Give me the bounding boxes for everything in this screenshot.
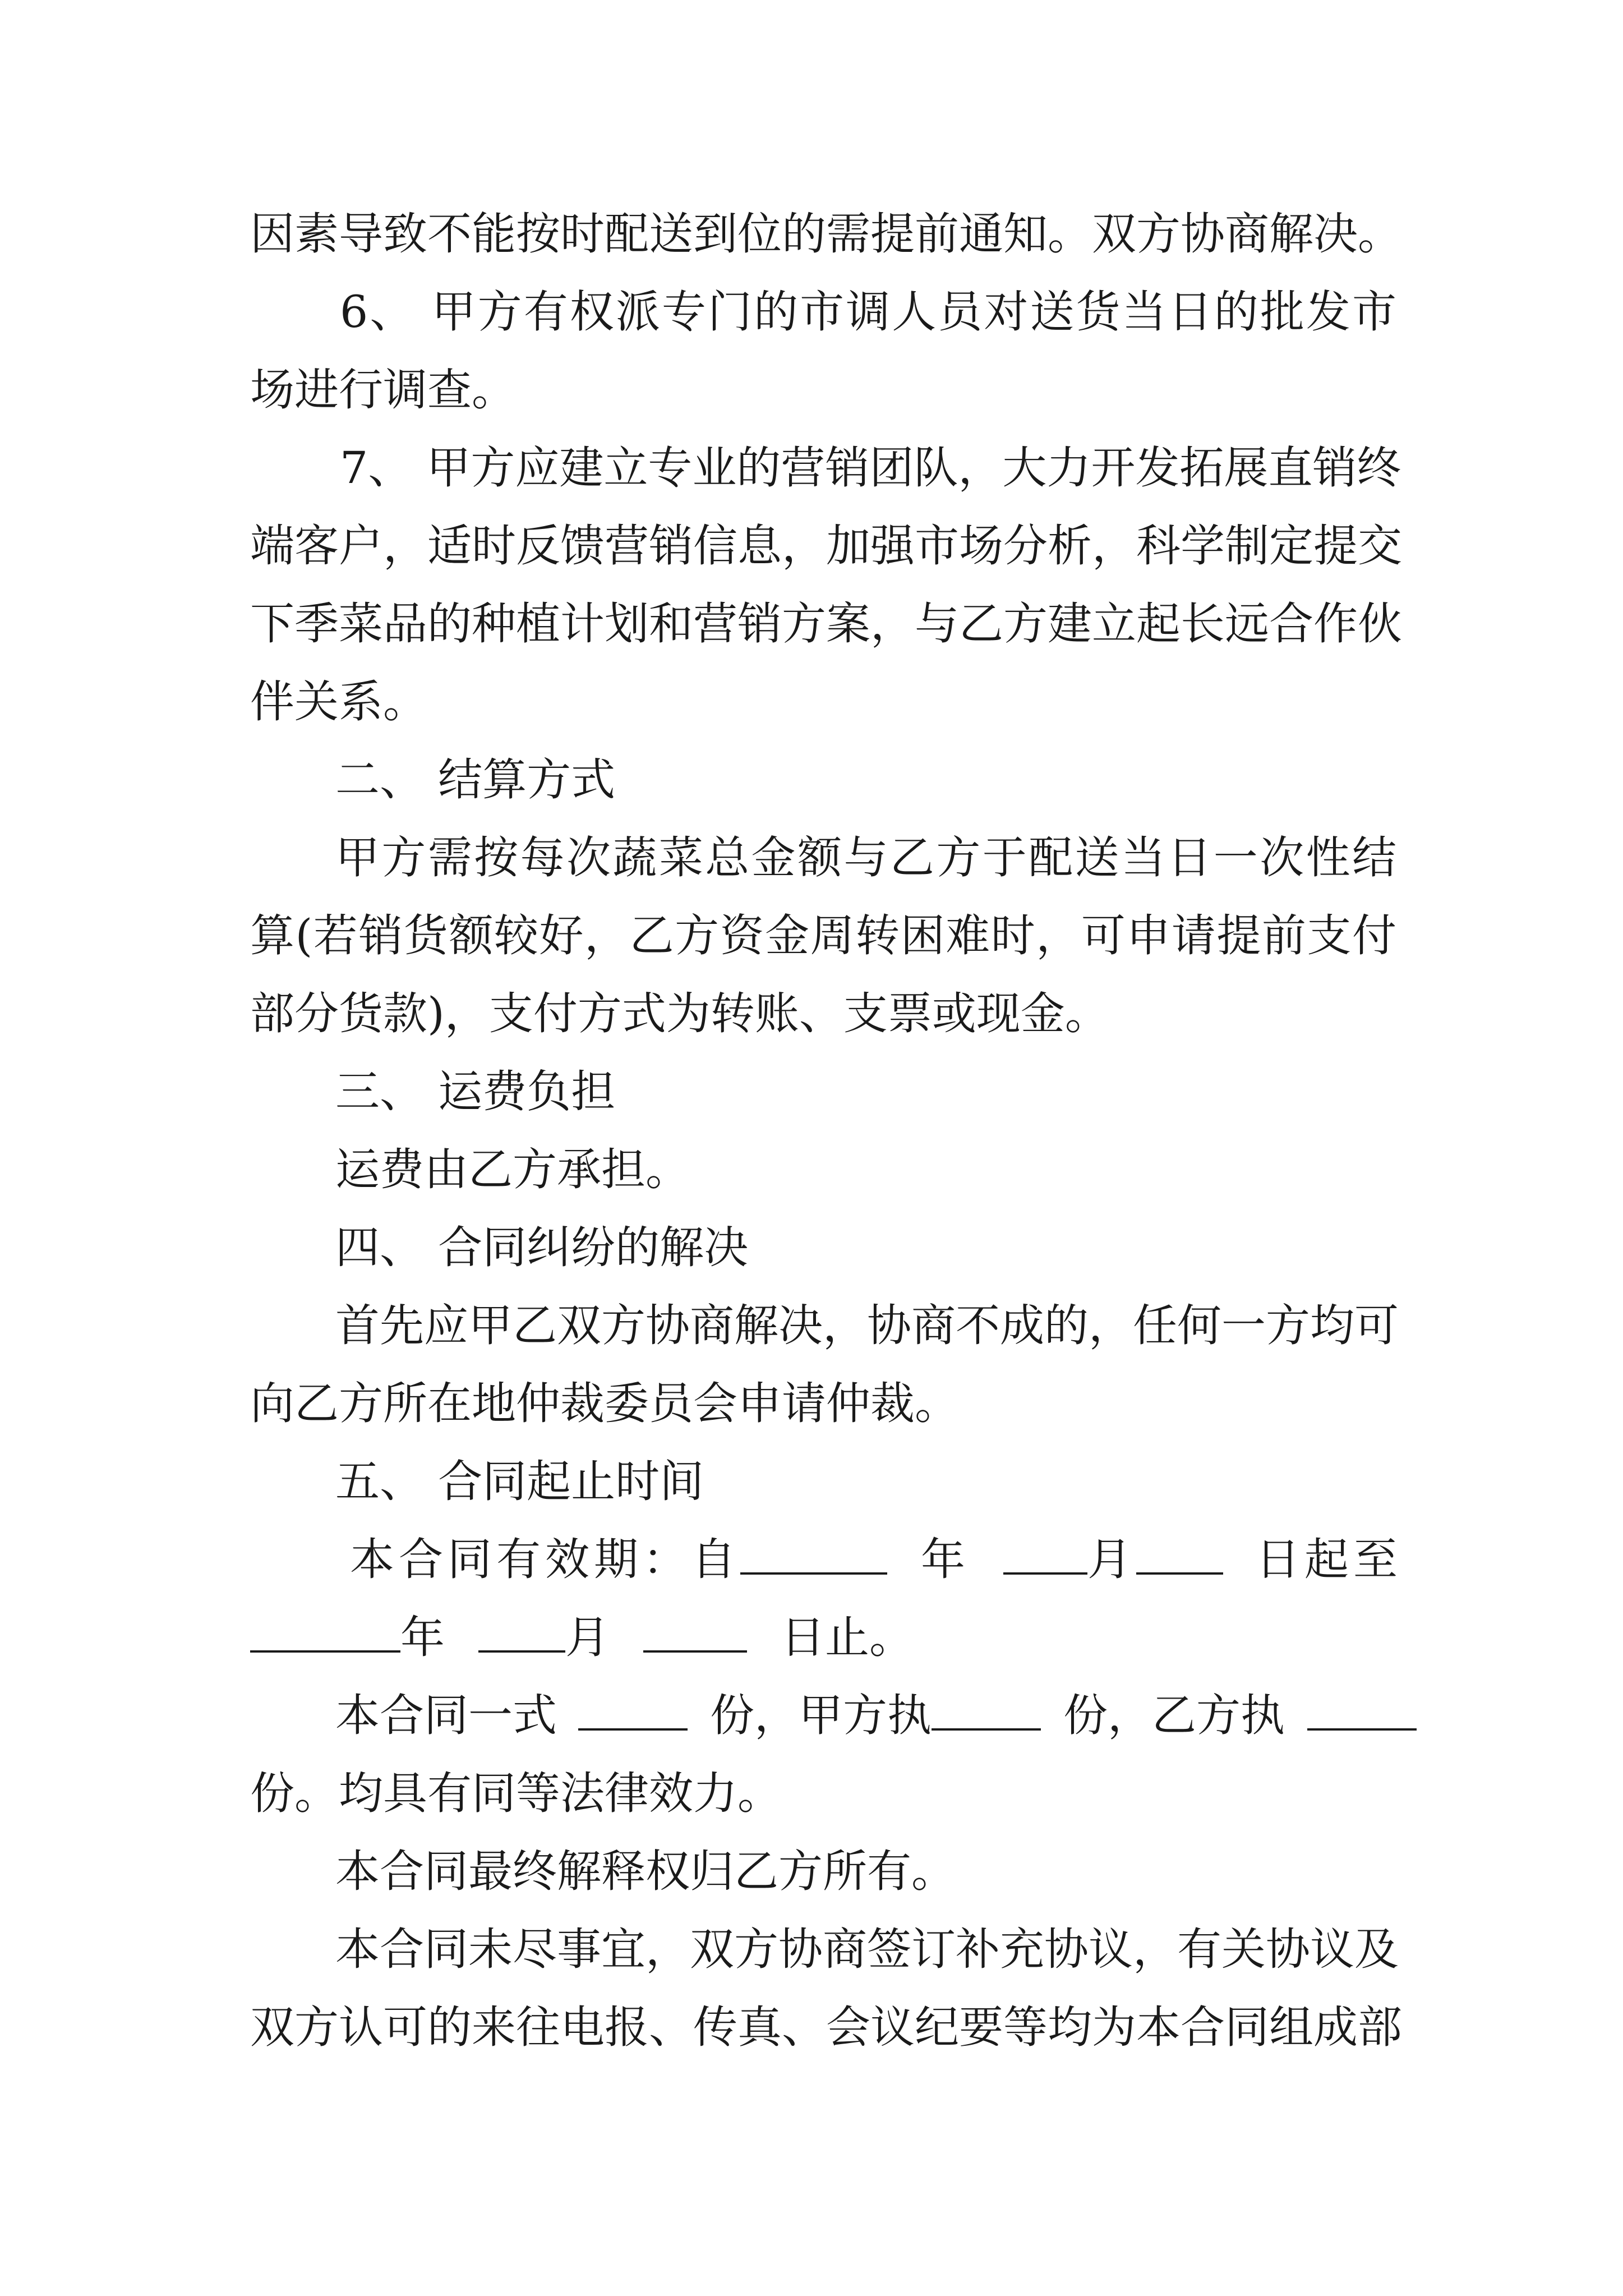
day-start-blank (1136, 1539, 1223, 1575)
month-label: 月 (1087, 1534, 1136, 1585)
section-heading-freight: 三、 运费负担 (335, 1066, 616, 1117)
paragraph-line: 本合同未尽事宜，双方协商签订补充协议，有关协议及 (335, 1924, 1399, 1975)
paragraph-line: 端客户，适时反馈营销信息，加强市场分析，科学制定提交 (250, 520, 1402, 572)
year-end-blank (250, 1617, 400, 1653)
paragraph-line: 伴关系。 (250, 676, 427, 728)
paragraph-line: 算(若销货额较好，乙方资金周转困难时，可申请提前支付 (250, 910, 1396, 961)
section-heading-settlement: 二、 结算方式 (335, 754, 616, 806)
party-b-copies-blank (1307, 1695, 1417, 1731)
paragraph-line: 首先应甲乙双方协商解决，协商不成的，任何一方均可 (335, 1300, 1399, 1351)
day-end-blank (643, 1617, 747, 1653)
paragraph-line: 双方认可的来往电报、传真、会议纪要等均为本合同组成部 (250, 2001, 1402, 2053)
validity-line (250, 1521, 1402, 1599)
paragraph-line: 因素导致不能按时配送到位的需提前通知。双方协商解决。 (250, 208, 1402, 260)
paragraph-line: 甲方需按每次蔬菜总金额与乙方于配送当日一次性结 (335, 832, 1396, 884)
paragraph-line: 场进行调查。 (250, 364, 516, 416)
day-to-label: 日止。 (781, 1612, 914, 1663)
clause-6-line: 6、 甲方有权派专门的市调人员对送货当日的批发市 (340, 286, 1396, 338)
paragraph-line: 部分货款)，支付方式为转账、支票或现金。 (250, 988, 1109, 1039)
year-label-2: 年 (400, 1612, 445, 1663)
party-a-copies-blank (932, 1695, 1041, 1731)
section-heading-term: 五、 合同起止时间 (335, 1456, 704, 1507)
month-start-blank (1003, 1539, 1087, 1575)
year-start-blank (740, 1539, 887, 1575)
paragraph-line: 向乙方所在地仲裁委员会申请仲裁。 (250, 1378, 959, 1429)
validity-line-2 (250, 1599, 1396, 1677)
party-b-copies-label: 份，乙方执 (1063, 1690, 1285, 1741)
paragraph-line: 下季菜品的种植计划和营销方案，与乙方建立起长远合作伙 (250, 598, 1402, 650)
month-label-2: 月 (565, 1612, 610, 1663)
total-copies-blank (578, 1695, 688, 1731)
contract-body (250, 195, 1402, 2067)
section-heading-dispute: 四、 合同纠纷的解决 (335, 1222, 749, 1273)
copies-line-2: 份。均具有同等法律效力。 (250, 1768, 782, 1819)
year-label: 年 (921, 1534, 970, 1585)
interpretation-line: 本合同最终解释权归乙方所有。 (335, 1846, 956, 1897)
copies-line (250, 1677, 1396, 1755)
paragraph-line: 运费由乙方承担。 (335, 1144, 690, 1195)
party-a-copies-label: 份，甲方执 (710, 1690, 932, 1741)
copies-prefix: 本合同一式 (335, 1690, 557, 1741)
day-from-label: 日起至 (1256, 1534, 1402, 1585)
month-end-blank (478, 1617, 565, 1653)
validity-prefix: 本合同有效期：自 (350, 1534, 740, 1585)
clause-7-line: 7、 甲方应建立专业的营销团队，大力开发拓展直销终 (340, 442, 1401, 494)
